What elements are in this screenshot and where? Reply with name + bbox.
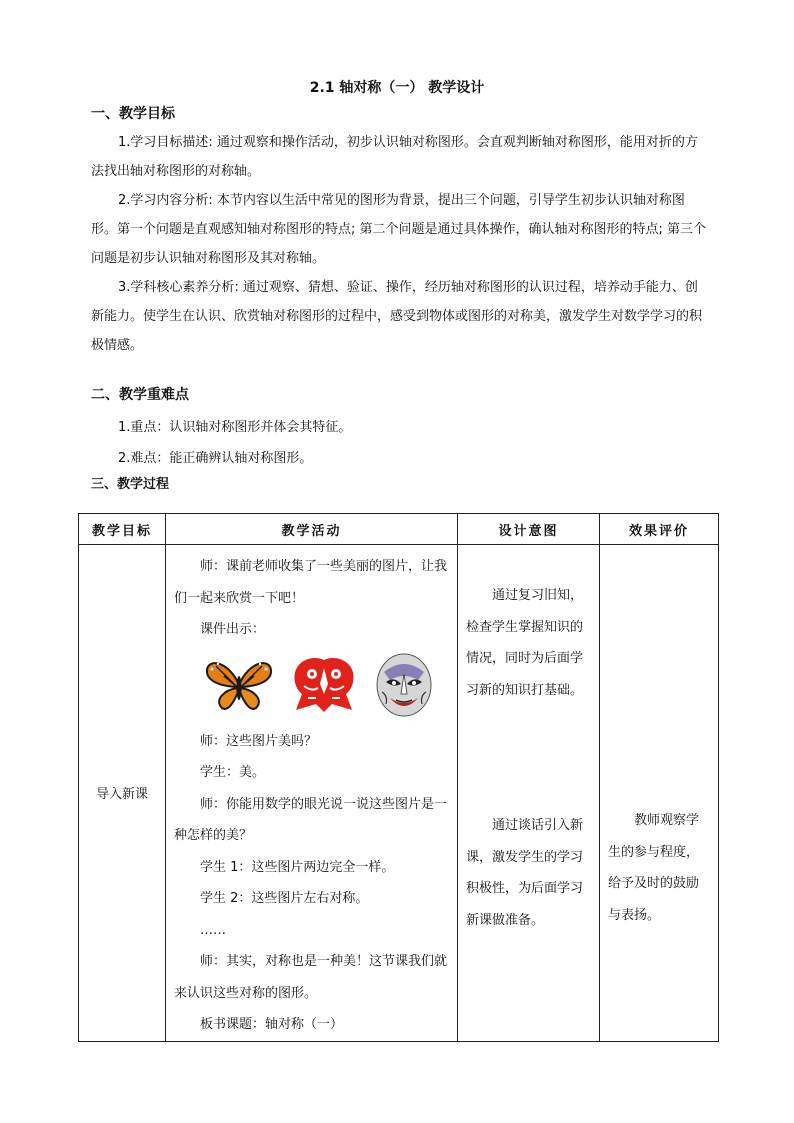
table-row xyxy=(79,545,719,1042)
activity-line: 学生 1：这些图片两边完全一样。 xyxy=(200,859,395,875)
activity-line: 学生 2：这些图片左右对称。 xyxy=(200,891,369,906)
header-goal: 教学目标 xyxy=(79,514,166,545)
activity-cell xyxy=(166,545,458,1042)
activity-line: 课件出示： xyxy=(200,622,266,637)
courseware-images xyxy=(174,650,451,720)
header-activity: 教学活动 xyxy=(166,514,458,545)
table-header-row xyxy=(79,514,719,545)
opera-mask-image xyxy=(374,652,434,718)
goals-paragraphs xyxy=(91,128,707,360)
goal-item-1: 1.学习目标描述: 通过观察和操作活动，初步认识轴对称图形。会直观判断轴对称图形，能用对折的方法找出轴对称图形的对称轴。 xyxy=(91,135,698,179)
goal-cell: 导入新课 xyxy=(79,545,166,1042)
intent-1: 通过复习旧知，检查学生掌握知识的情况，同时为后面学习新的知识打基础。 xyxy=(466,588,584,698)
key-point: 1.重点：认识轴对称图形并体会其特征。 xyxy=(118,420,352,435)
section-heading-goals: 一、教学目标 xyxy=(91,106,175,122)
teaching-process-table xyxy=(78,513,719,1042)
header-evaluation: 效果评价 xyxy=(600,514,719,545)
difficulty-point: 2.难点：能正确辨认轴对称图形。 xyxy=(118,451,313,466)
activity-line: 板书课题：轴对称（一） xyxy=(200,1017,344,1032)
intent-cell xyxy=(458,545,600,1042)
intent-2: 通过谈话引入新课，激发学生的学习积极性，为后面学习新课做准备。 xyxy=(466,818,584,928)
header-intent: 设计意图 xyxy=(458,514,600,545)
activity-line: 师：你能用数学的眼光说一说这些图片是一种怎样的美？ xyxy=(174,796,448,843)
activity-line: …… xyxy=(200,922,226,938)
activity-line: 学生：美。 xyxy=(200,765,266,780)
evaluation-cell xyxy=(600,545,719,1042)
activity-line: 师：这些图片美吗？ xyxy=(200,733,318,749)
evaluation-text: 教师观察学生的参与程度，给予及时的鼓励与表扬。 xyxy=(608,813,700,923)
paper-cut-image xyxy=(286,654,362,716)
activity-line: 师：其实，对称也是一种美！这节课我们就来认识这些对称的图形。 xyxy=(174,954,448,1001)
goal-item-3: 3.学科核心素养分析: 通过观察、猜想、验证、操作，经历轴对称图形的认识过程，培养动手能力、创新能力。使学生在认识、欣赏轴对称图形的过程中，感受到物体或图形的对称美，激发学生对数学学习的积极情感。 xyxy=(91,280,703,353)
section-heading-process: 三、教学过程 xyxy=(91,477,170,492)
activity-line: 师：课前老师收集了一些美丽的图片，让我们一起来欣赏一下吧！ xyxy=(174,559,448,606)
butterfly-image xyxy=(204,656,274,714)
section-heading-keypoints: 二、教学重难点 xyxy=(91,387,189,403)
goal-item-2: 2.学习内容分析: 本节内容以生活中常见的图形为背景，提出三个问题，引导学生初步认识轴对称图形。第一个问题是直观感知轴对称图形的特点; 第二个问题是通过具体操作，确认轴对称图形的特点; 第三个问题是初步认识轴对称图形及其对称轴。 xyxy=(91,193,707,266)
document-title: 2.1 轴对称（一） 教学设计 xyxy=(309,80,485,96)
